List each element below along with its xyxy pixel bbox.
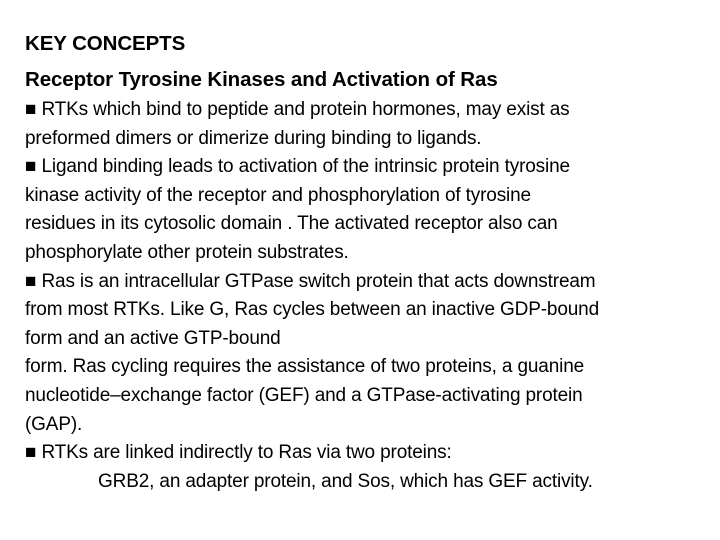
text-line: ■ Ligand binding leads to activation of the intrinsic protein tyrosine	[25, 156, 570, 178]
text-line: phosphorylate other protein substrates.	[25, 241, 349, 263]
text-line: nucleotide–exchange factor (GEF) and a GTPase-activating protein	[25, 384, 583, 406]
text-line: residues in its cytosolic domain . The activated receptor also can	[25, 213, 558, 235]
key-concepts-heading: KEY CONCEPTS	[25, 32, 186, 55]
text-line: form. Ras cycling requires the assistance of two proteins, a guanine	[25, 356, 585, 378]
text-line: ■ RTKs are linked indirectly to Ras via two proteins:	[25, 442, 452, 464]
text-line: ■ RTKs which bind to peptide and protein hormones, may exist as	[25, 99, 570, 120]
text-line: (GAP).	[25, 413, 83, 435]
concepts-body	[25, 96, 697, 496]
text-line: form and an active GTP-bound	[25, 327, 281, 349]
slide-content	[25, 26, 697, 496]
text-line: ■ Ras is an intracellular GTPase switch protein that acts downstream	[25, 270, 596, 292]
text-line-indented: GRB2, an adapter protein, and Sos, which has GEF activity.	[98, 470, 593, 492]
text-line: kinase activity of the receptor and phosphorylation of tyrosine	[25, 184, 531, 206]
text-line: from most RTKs. Like G, Ras cycles between an inactive GDP-bound	[25, 299, 600, 321]
slide-title: Receptor Tyrosine Kinases and Activation of Ras	[25, 68, 498, 91]
text-line: preformed dimers or dimerize during binding to ligands.	[25, 127, 482, 149]
